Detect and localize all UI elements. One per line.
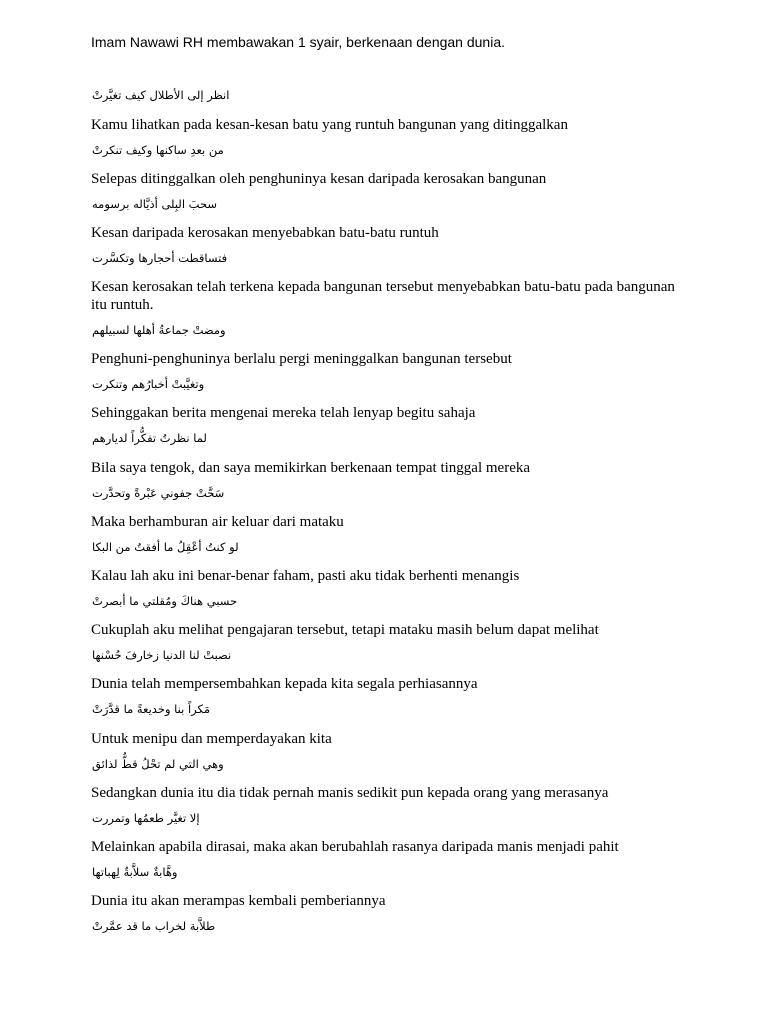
arabic-verse-line: طلاَّبة لخراب ما قد عمَّرتْ [92, 919, 216, 933]
document-heading: Imam Nawawi RH membawakan 1 syair, berkenaan dengan dunia. [91, 34, 505, 50]
arabic-verse-line: وهي التي لم تحْلُ قطُّ لذائق [92, 757, 224, 771]
arabic-verse-line: لما نظرتُ تفكُّراً لديارهم [92, 431, 207, 445]
malay-translation-line: Dunia telah mempersembahkan kepada kita segala perhiasannya [91, 676, 478, 692]
arabic-verse-line: وتغيَّبتْ أخبارُهم وتنكرت [92, 377, 205, 391]
malay-translation-line: Sehinggakan berita mengenai mereka telah lenyap begitu sahaja [91, 405, 476, 421]
arabic-verse-line: سحبَ البِلى أذيَّاله برسومه [92, 197, 218, 211]
malay-translation-line: Untuk menipu dan memperdayakan kita [91, 731, 332, 747]
malay-translation-line: Kesan kerosakan telah terkena kepada bangunan tersebut menyebabkan batu-batu pada bangunan itu runtuh. [91, 279, 675, 313]
malay-translation-line: Dunia itu akan merampas kembali pemberiannya [91, 893, 386, 909]
malay-translation-line: Selepas ditinggalkan oleh penghuninya kesan daripada kerosakan bangunan [91, 171, 547, 187]
malay-translation-line: Sedangkan dunia itu dia tidak pernah manis sedikit pun kepada orang yang merasanya [91, 785, 609, 801]
malay-translation-line: Melainkan apabila dirasai, maka akan berubahlah rasanya daripada manis menjadi pahit [91, 839, 619, 855]
arabic-verse-line: مَكراً بنا وخديعةً ما قدَّرَتْ [92, 702, 211, 716]
malay-translation-line: Maka berhamburan air keluar dari mataku [91, 514, 344, 530]
arabic-verse-line: فتساقطت أحجارها وتكسَّرت [92, 251, 228, 265]
arabic-verse-line: إلا تغيَّر طعمُها وتمررت [92, 811, 200, 825]
arabic-verse-line: انظر إلى الأطلال كيف تغيَّرتْ [92, 88, 230, 102]
arabic-verse-line: نصبتْ لنا الدنيا زخارفَ حُسْنها [92, 648, 232, 662]
arabic-verse-line: حسبي هناكَ ومُقلتي ما أبصرتْ [92, 594, 238, 608]
arabic-verse-line: لو كنتُ أعْقِلُ ما أفقتُ من البكا [92, 540, 239, 554]
malay-translation-line: Kalau lah aku ini benar-benar faham, pasti aku tidak berhenti menangis [91, 568, 520, 584]
arabic-verse-line: وهَّابةٌ سلاَّبةٌ لِهباتها [92, 865, 178, 879]
malay-translation-line: Kesan daripada kerosakan menyebabkan batu-batu runtuh [91, 225, 439, 241]
malay-translation-line: Cukuplah aku melihat pengajaran tersebut, tetapi mataku masih belum dapat melihat [91, 622, 599, 638]
malay-translation-line: Bila saya tengok, dan saya memikirkan berkenaan tempat tinggal mereka [91, 460, 531, 476]
arabic-verse-line: من بعدِ ساكنها وكيف تنكرتْ [92, 143, 224, 157]
malay-translation-line: Kamu lihatkan pada kesan-kesan batu yang runtuh bangunan yang ditinggalkan [91, 117, 568, 133]
malay-translation-line: Penghuni-penghuninya berlalu pergi meninggalkan bangunan tersebut [91, 351, 512, 367]
arabic-verse-line: سَحَّتْ جفوني عَبْرةً وتحدَّرت [92, 486, 225, 500]
arabic-verse-line: ومضتْ جماعةُ أهلها لسبيلهم [92, 323, 226, 337]
